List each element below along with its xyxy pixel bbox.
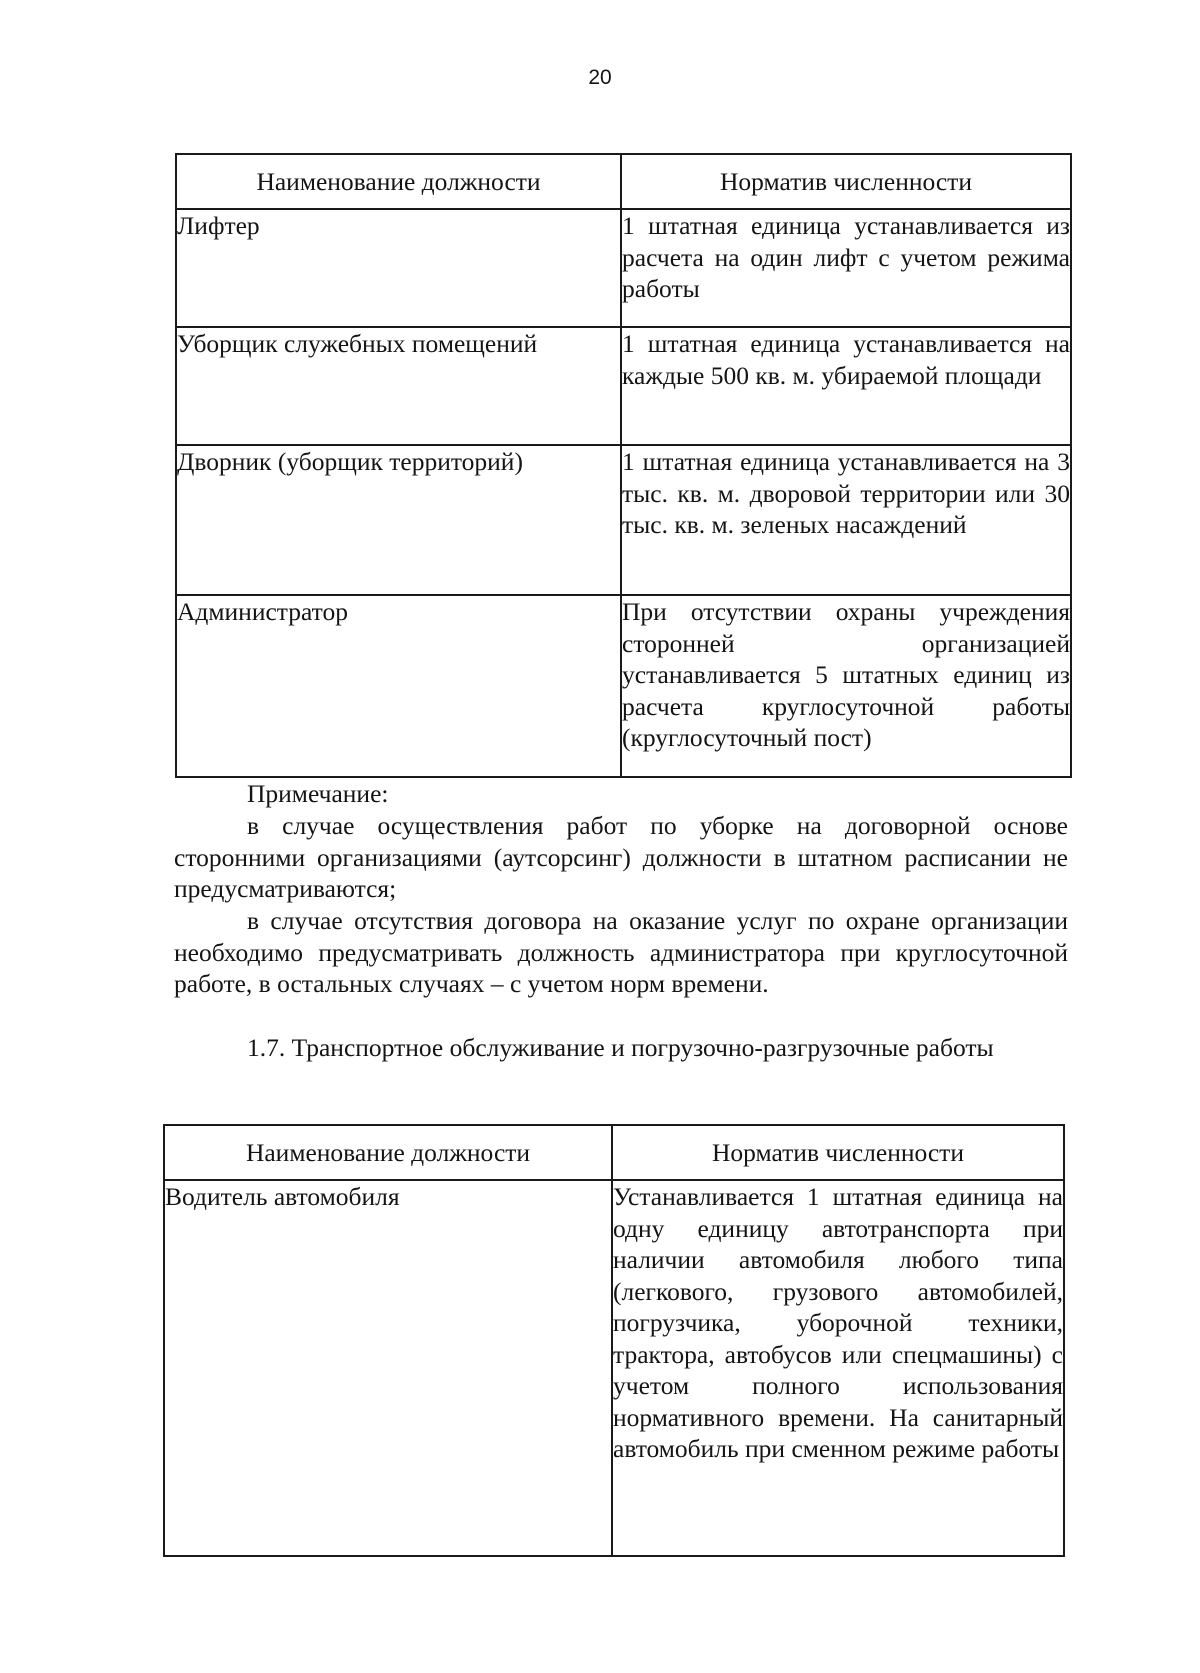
table-header-row — [164, 1125, 1064, 1180]
table-row — [176, 595, 1071, 777]
position-cell: Водитель автомобиля — [164, 1180, 612, 1556]
position-cell: Администратор — [176, 595, 621, 777]
norm-cell: 1 штатная единица устанавливается на 3 тыс. кв. м. дворовой территории или 30 тыс. кв. м. зеленых насаждений — [621, 445, 1071, 595]
column-header-norm: Норматив численности — [612, 1125, 1064, 1180]
staffing-norms-table — [175, 153, 1072, 778]
norm-cell: 1 штатная единица устанавливается на каждые 500 кв. м. убираемой площади — [621, 327, 1071, 445]
table-row — [176, 209, 1071, 327]
norm-cell: При отсутствии охраны учреждения сторонней организацией устанавливается 5 штатных единиц из расчета круглосуточной работы (круглосуточный пост) — [621, 595, 1071, 777]
table-header-row — [176, 154, 1071, 209]
table-row — [176, 445, 1071, 595]
note-title: Примечание: — [247, 779, 389, 808]
transport-norms-table — [163, 1124, 1065, 1557]
column-header-norm: Норматив численности — [621, 154, 1071, 209]
section-heading: 1.7. Транспортное обслуживание и погрузочно-разгрузочные работы — [247, 1033, 994, 1062]
note-paragraph: в случае осуществления работ по уборке на договорной основе сторонними организациями (аутсорсинг) должности в штатном расписании не предусматриваются; — [174, 811, 1068, 903]
column-header-position: Наименование должности — [164, 1125, 612, 1180]
column-header-position: Наименование должности — [176, 154, 621, 209]
position-cell: Уборщик служебных помещений — [176, 327, 621, 445]
note-paragraph: в случае отсутствия договора на оказание услуг по охране организации необходимо предусматривать должность администратора при круглосуточной работе, в остальных случаях – с учетом норм времени. — [174, 906, 1068, 998]
position-cell: Лифтер — [176, 209, 621, 327]
norm-cell: Устанавливается 1 штатная единица на одну единицу автотранспорта при наличии автомобиля любого типа (легкового, грузового автомобилей, погрузчика, уборочной техники, трактора, автобусов или спецмашины) с учетом полного использования нормативного времени. На санитарный автомобиль при сменном режиме работы — [612, 1180, 1064, 1556]
norm-cell: 1 штатная единица устанавливается из расчета на один лифт с учетом режима работы — [621, 209, 1071, 327]
table-row — [176, 327, 1071, 445]
page-number: 20 — [588, 66, 612, 89]
position-cell: Дворник (уборщик территорий) — [176, 445, 621, 595]
table-row — [164, 1180, 1064, 1556]
